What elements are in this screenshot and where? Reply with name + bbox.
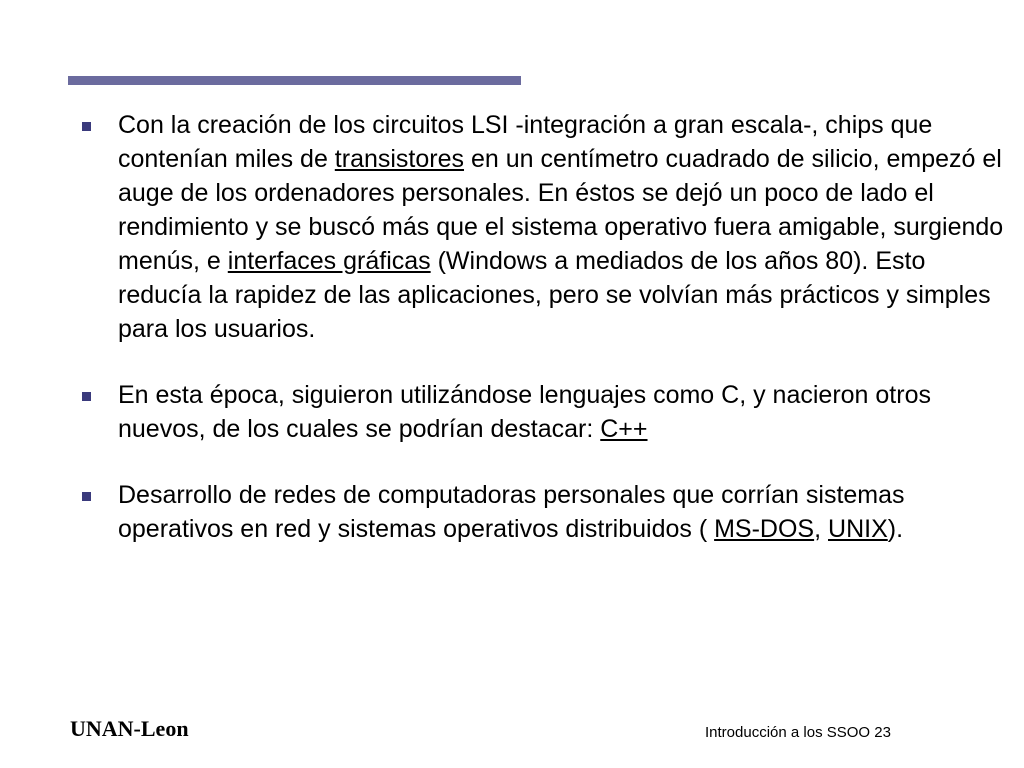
link-ms-dos[interactable]: MS-DOS <box>714 515 815 543</box>
square-bullet-icon <box>82 392 91 401</box>
footer-slide-number: Introducción a los SSOO 23 <box>705 724 891 741</box>
bullet-text <box>118 381 931 443</box>
square-bullet-icon <box>82 122 91 131</box>
link-interfaces-graficas[interactable]: interfaces gráficas <box>227 247 431 275</box>
link-unix[interactable]: UNIX <box>828 515 888 543</box>
link-cpp[interactable]: C++ <box>600 415 648 443</box>
bullet-item-2 <box>78 378 1008 446</box>
text-segment: , <box>814 515 829 543</box>
text-segment: En esta época, siguieron utilizándose lenguajes como C, y nacieron otros nuevos, de los cuales se podrían destacar: <box>118 381 931 443</box>
bullet-item-3 <box>78 478 1008 546</box>
text-segment: ). <box>887 515 904 543</box>
bullet-text <box>118 111 1003 343</box>
text-segment: en un centímetro cuadrado de silicio, empezó el auge de los ordenadores personales. En éstos se dejó un poco de lado el rendimiento y se buscó más que el sistema operativo fuera amigable, surgiendo menús, e <box>118 145 1004 275</box>
bullet-list <box>78 108 1008 578</box>
text-segment: Desarrollo de redes de computadoras personales que corrían sistemas operativos en red y sistemas operativos distribuidos ( <box>118 481 905 543</box>
square-bullet-icon <box>82 492 91 501</box>
title-underline-bar <box>68 76 521 85</box>
footer-institution: UNAN-Leon <box>70 716 189 741</box>
text-segment: (Windows a mediados de los años 80). Esto reducía la rapidez de las aplicaciones, pero se volvían más prácticos y simples para los usuarios. <box>118 247 991 343</box>
text-segment: Con la creación de los circuitos LSI -integración a gran escala-, chips que contenían miles de <box>118 111 933 173</box>
bullet-item-1 <box>78 108 1008 346</box>
link-transistores[interactable]: transistores <box>334 145 465 173</box>
bullet-text <box>118 481 905 543</box>
